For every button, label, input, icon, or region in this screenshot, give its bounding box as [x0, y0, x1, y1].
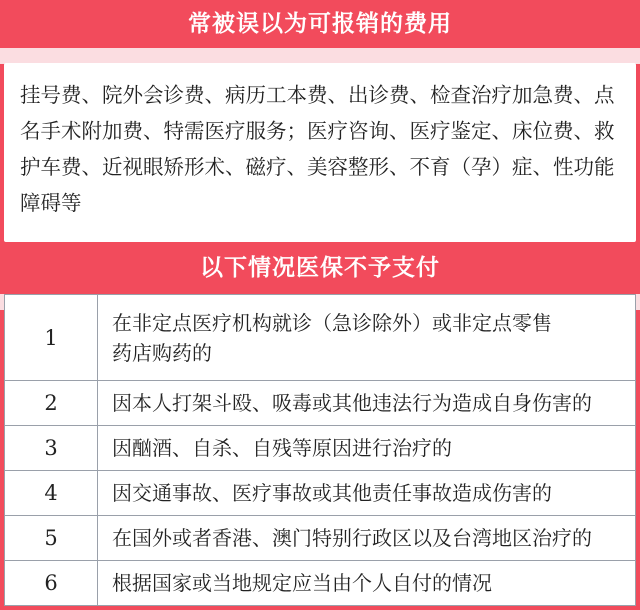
row-number: 5: [5, 516, 98, 561]
table-row: [5, 516, 636, 561]
row-description: 因交通事故、医疗事故或其他责任事故造成伤害的: [98, 471, 636, 516]
section2-title: 以下情况医保不予支付: [0, 242, 640, 294]
section1-content: 挂号费、院外会诊费、病历工本费、出诊费、检查治疗加急费、点名手术附加费、特需医疗服务；医疗咨询、医疗鉴定、床位费、救护车费、近视眼矫形术、磁疗、美容整形、不育（孕）症、性功能障碍等: [20, 83, 615, 215]
row-description: 因酗酒、自杀、自残等原因进行治疗的: [98, 426, 636, 471]
row-number: 6: [5, 561, 98, 606]
exclusions-table: [4, 294, 636, 606]
row-description-line2: 药店购药的: [112, 340, 212, 365]
table-row: [5, 561, 636, 606]
row-description-line1: 在非定点医疗机构就诊（急诊除外）或非定点零售: [112, 310, 552, 335]
row-description: 根据国家或当地规定应当由个人自付的情况: [98, 561, 636, 606]
row-description: 在国外或者香港、澳门特别行政区以及台湾地区治疗的: [98, 516, 636, 561]
section2-table-panel: [4, 294, 636, 606]
row-number: 2: [5, 381, 98, 426]
row-description: [98, 295, 636, 381]
decorative-band-top: [0, 48, 640, 64]
row-number: 4: [5, 471, 98, 516]
section1-title: 常被误以为可报销的费用: [0, 0, 640, 48]
table-row: [5, 295, 636, 381]
section1-panel: [4, 63, 636, 242]
row-number: 3: [5, 426, 98, 471]
table-row: [5, 426, 636, 471]
row-number: 1: [5, 295, 98, 381]
table-row: [5, 381, 636, 426]
table-row: [5, 471, 636, 516]
row-description: 因本人打架斗殴、吸毒或其他违法行为造成自身伤害的: [98, 381, 636, 426]
